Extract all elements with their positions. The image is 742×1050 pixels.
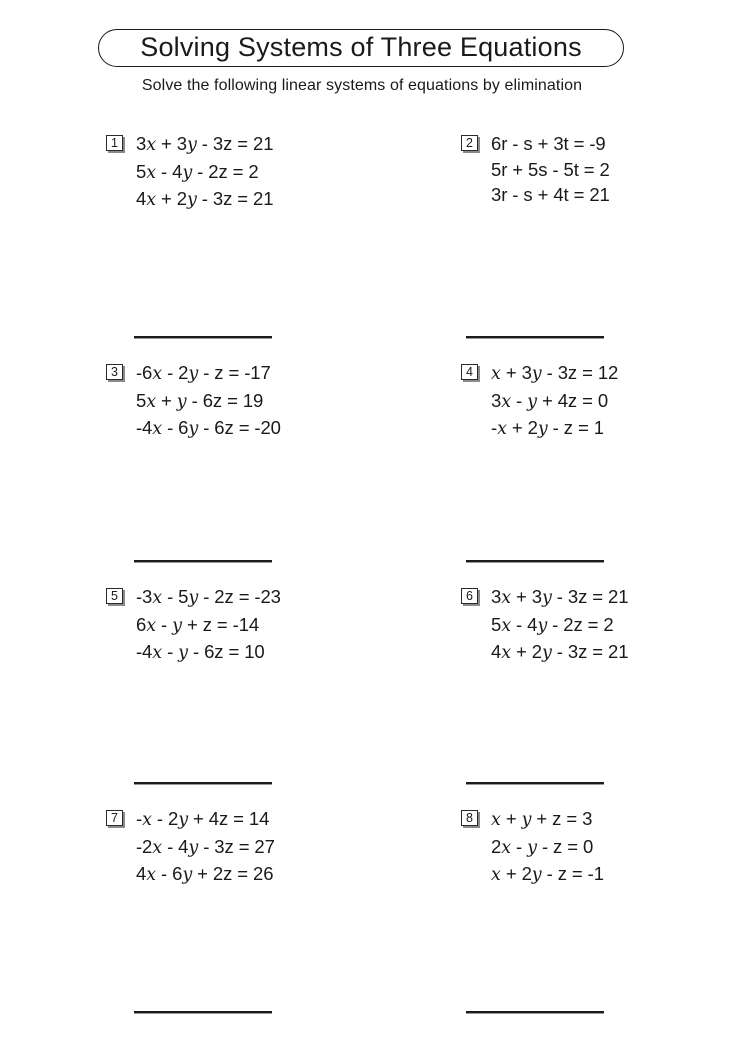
page-title: Solving Systems of Three Equations [140,31,582,62]
problem-number-box: 4 [461,364,478,380]
math-variable: y [537,419,548,439]
math-variable: y [176,391,187,412]
math-variable: x [491,364,501,384]
problem-block-3 [106,360,281,443]
math-variable: x [146,615,156,636]
math-variable: y [531,364,542,384]
math-variable: x [146,162,156,183]
problem-block-7 [106,806,275,889]
math-variable: y [186,190,197,210]
equation-line: 5x - 4y - 2z = 2 [136,160,259,183]
equation-list [136,360,281,443]
problem-number-box: 2 [461,135,478,151]
problem-number-box: 1 [106,135,123,151]
math-variable: x [491,865,501,885]
equation-line: 4x - 6y + 2z = 26 [136,863,274,885]
math-variable: y [527,391,537,412]
math-variable: x [501,643,511,663]
equation-list [136,806,275,889]
problem-block-5 [106,584,281,667]
title-banner [98,29,624,67]
answer-line-2 [466,336,604,338]
problem-block-2 [461,131,610,208]
problem-number-box: 7 [106,810,123,826]
math-variable: y [178,643,188,663]
math-variable: x [146,135,156,155]
answer-line-5 [134,782,272,784]
math-variable: y [188,364,199,384]
equation-line: 4x + 2y - 3z = 21 [491,641,629,663]
math-variable: x [152,837,163,858]
equation-line: 5r + 5s - 5t = 2 [491,158,610,180]
answer-line-4 [466,560,604,562]
equation-list [491,806,604,889]
math-variable: y [186,135,197,155]
problem-number-box: 6 [461,588,478,604]
math-variable: y [541,588,552,608]
math-variable: y [188,419,199,439]
math-variable: x [152,419,163,439]
equation-line: -3x - 5y - 2z = -23 [136,586,281,608]
math-variable: x [146,865,156,885]
equation-list [491,360,618,443]
math-variable: x [152,643,163,663]
answer-line-1 [134,336,272,338]
equation-line: 3r - s + 4t = 21 [491,184,610,205]
problem-block-1 [106,131,273,214]
answer-line-7 [134,1011,272,1013]
answer-line-8 [466,1011,604,1013]
equation-line: 5x + y - 6z = 19 [136,389,264,412]
problem-block-4 [461,360,618,443]
math-variable: x [142,810,152,830]
equation-line: -4x - 6y - 6z = -20 [136,417,281,439]
math-variable: y [521,810,532,830]
math-variable: x [501,391,511,412]
equation-line: 5x - 4y - 2z = 2 [491,613,614,636]
equation-line: 3x + 3y - 3z = 21 [491,586,629,608]
math-variable: x [501,588,511,608]
answer-line-3 [134,560,272,562]
equation-line: -4x - y - 6z = 10 [136,641,265,663]
equation-line: 3x + 3y - 3z = 21 [136,133,274,155]
equation-line: -x - 2y + 4z = 14 [136,808,270,830]
math-variable: x [146,190,156,210]
equation-line: 6x - y + z = -14 [136,613,260,636]
math-variable: y [182,865,193,885]
math-variable: x [152,588,163,608]
problem-block-8 [461,806,604,889]
equation-line: -x + 2y - z = 1 [491,417,604,439]
problem-number-box: 5 [106,588,123,604]
math-variable: x [497,419,507,439]
instructions-text: Solve the following linear systems of equations by elimination [141,77,583,94]
problem-number-box: 3 [106,364,123,380]
math-variable: y [188,588,199,608]
equation-line: x + y + z = 3 [491,808,593,830]
math-variable: y [182,162,193,183]
math-variable: y [188,837,199,858]
problem-number-box: 8 [461,810,478,826]
equation-line: x + 3y - 3z = 12 [491,362,619,384]
problem-block-6 [461,584,628,667]
math-variable: y [178,810,188,830]
equation-list [491,584,628,667]
equation-line: -2x - 4y - 3z = 27 [136,835,275,858]
math-variable: x [146,391,156,412]
math-variable: x [491,810,501,830]
math-variable: x [501,837,511,858]
equation-list [491,131,610,208]
equation-list [136,584,281,667]
math-variable: y [172,615,182,636]
math-variable: y [531,865,542,885]
equation-line: x + 2y - z = -1 [491,863,604,885]
answer-line-6 [466,782,604,784]
math-variable: x [152,364,163,384]
math-variable: y [541,643,552,663]
math-variable: x [501,615,511,636]
math-variable: y [527,837,537,858]
equation-line: 6r - s + 3t = -9 [491,133,606,154]
equation-line: -6x - 2y - z = -17 [136,362,271,384]
equation-line: 2x - y - z = 0 [491,835,594,858]
math-variable: y [537,615,548,636]
equation-line: 4x + 2y - 3z = 21 [136,188,274,210]
equation-list [136,131,273,214]
equation-line: 3x - y + 4z = 0 [491,389,609,412]
